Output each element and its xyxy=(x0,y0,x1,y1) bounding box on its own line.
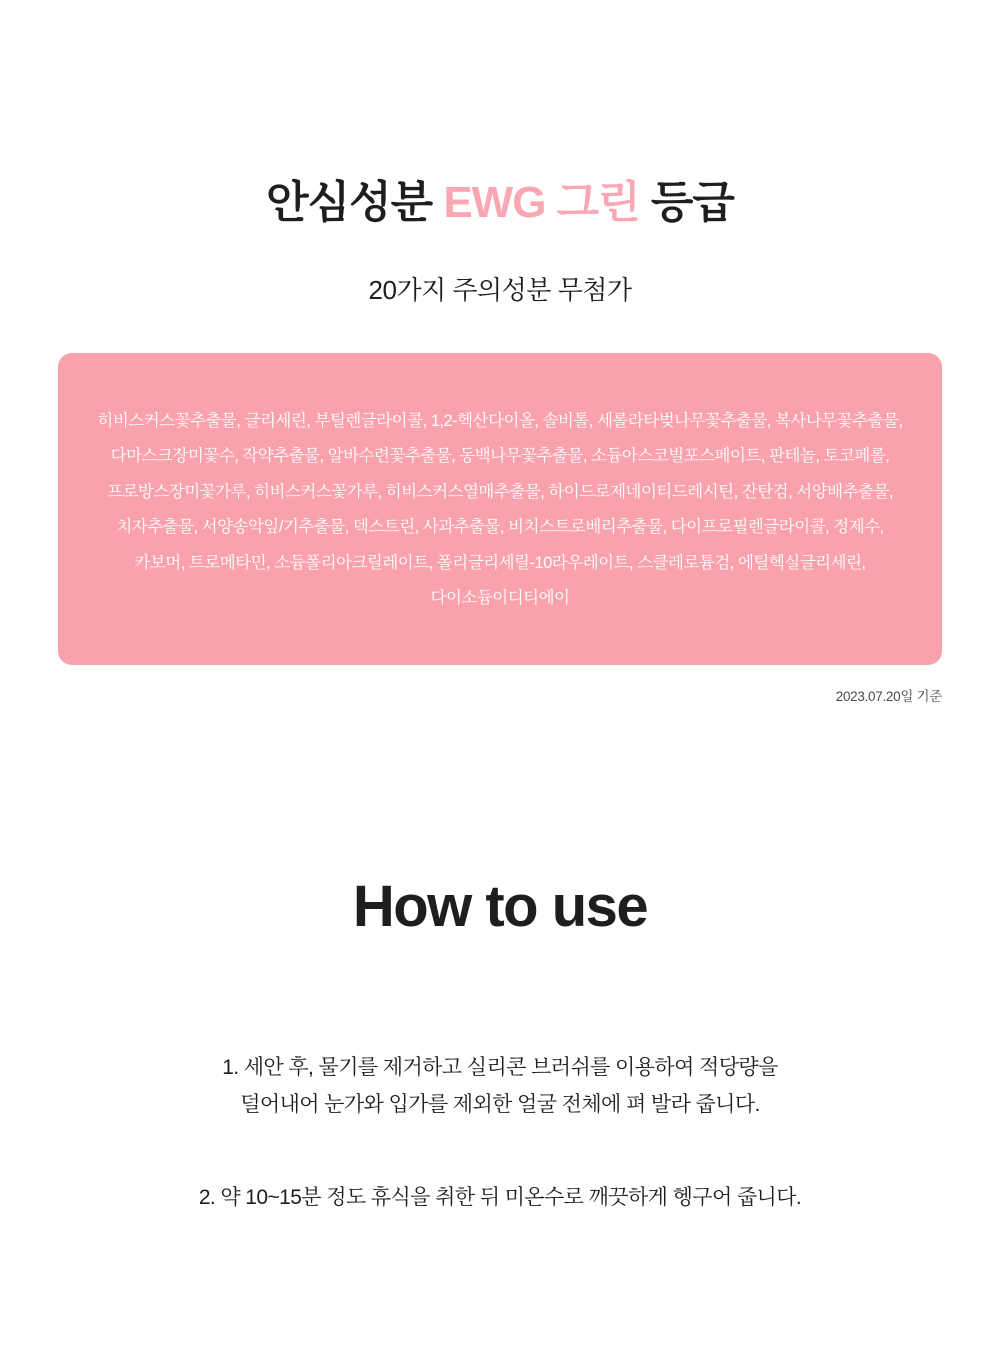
how-to-use-steps xyxy=(0,1050,1000,1216)
how-to-use-step: 1. 세안 후, 물기를 제거하고 실리콘 브러쉬를 이용하여 적당량을 덜어내어 눈가와 입가를 제외한 얼굴 전체에 펴 발라 줍니다. xyxy=(222,1056,778,1116)
title-highlight-ewg-green: EWG 그린 xyxy=(443,178,640,228)
title-part-1: 안심성분 xyxy=(266,178,444,228)
ingredient-list-text: 히비스커스꽃추출물, 글리세린, 부틸렌글라이콜, 1,2-헥산다이올, 솔비톨, 세롤라타벚나무꽃추출물, 복사나무꽃추출물, 다마스크장미꽃수, 작약추출물, 알바수련꽃추출물, 동백나무꽃추출물, 소듐아스코빌포스페이트, 판테놀, 토코페롤, 프로방스장미꽃가루, 히비스커스꽃가루, 히비스커스열매추출물, 하이드로제네이티드레시틴, 잔탄검, 서양배추출물, 치자추출물, 서양송악잎/기추출물, 덱스트린, 사과추출물, 비치스트로베리추출물, 다이프로필렌글라이콜, 정제수, 카보머, 트로메타민, 소듐폴리아크릴레이트, 폴리글리세릴-10라우레이트, 스클레로튬검, 에틸헥실글리세린, 다이소듐이디티에이 xyxy=(97,411,903,608)
ingredient-list-box xyxy=(58,353,942,665)
how-to-use-step: 2. 약 10~15분 정도 휴식을 취한 뒤 미온수로 깨끗하게 헹구어 줍니다. xyxy=(198,1185,802,1209)
how-to-use-section xyxy=(0,873,1000,1216)
title-part-2: 등급 xyxy=(639,178,734,228)
page-title xyxy=(0,177,1000,230)
how-to-use-title: How to use xyxy=(352,874,648,940)
page-subtitle: 20가지 주의성분 무첨가 xyxy=(368,275,632,306)
ingredient-date-note: 2023.07.20일 기준 xyxy=(835,689,942,705)
